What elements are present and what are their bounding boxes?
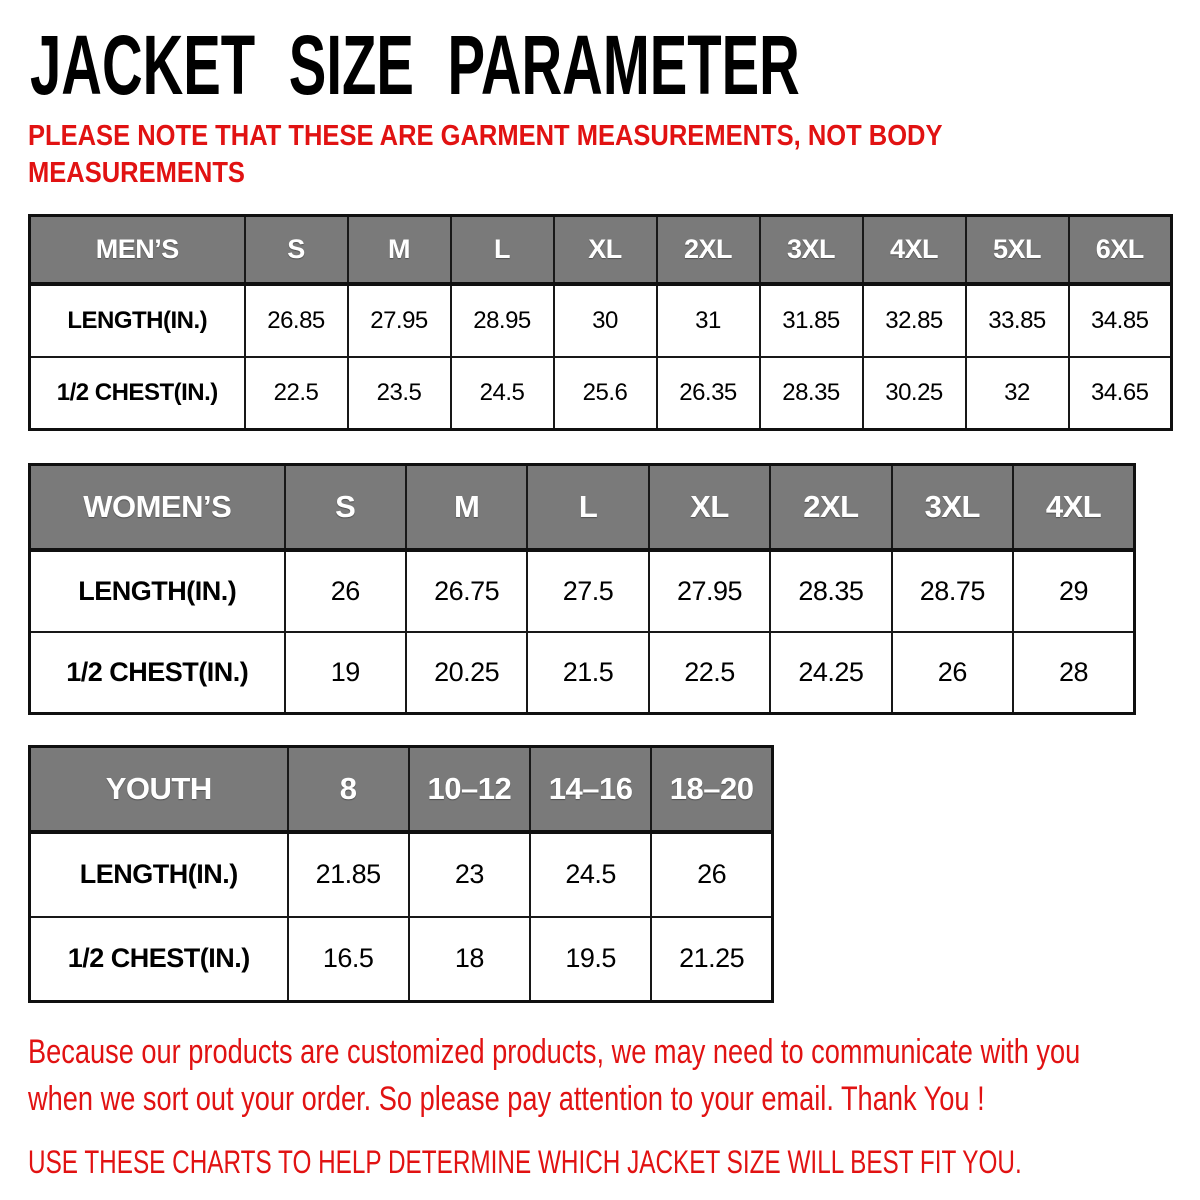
size-value-cell: 28 — [1013, 632, 1134, 714]
size-value-cell: 27.5 — [527, 550, 648, 632]
size-table-header — [30, 465, 1135, 550]
size-value-cell: 31 — [657, 284, 760, 357]
measurement-row — [30, 357, 1172, 430]
size-value-cell: 30.25 — [863, 357, 966, 430]
size-value-cell: 21.85 — [288, 832, 409, 917]
size-column-header: 4XL — [1013, 465, 1134, 550]
size-column-header: XL — [554, 216, 657, 284]
size-value-cell: 34.85 — [1069, 284, 1172, 357]
size-column-header: 8 — [288, 747, 409, 832]
size-table-header — [30, 747, 773, 832]
size-header-row — [30, 747, 773, 832]
size-value-cell: 28.95 — [451, 284, 554, 357]
row-label-cell: LENGTH(IN.) — [30, 832, 288, 917]
garment-note-line-1: PLEASE NOTE THAT THESE ARE GARMENT MEASUREMENTS, NOT BODY — [28, 120, 943, 152]
customization-notice — [28, 1029, 1175, 1123]
size-column-header: S — [285, 465, 406, 550]
size-value-cell: 27.95 — [348, 284, 451, 357]
size-table-body — [30, 550, 1135, 714]
size-value-cell: 33.85 — [966, 284, 1069, 357]
size-value-cell: 29 — [1013, 550, 1134, 632]
size-column-header: 4XL — [863, 216, 966, 284]
size-value-cell: 26 — [285, 550, 406, 632]
size-column-header: M — [406, 465, 527, 550]
size-value-cell: 26 — [892, 632, 1013, 714]
size-value-cell: 28.35 — [770, 550, 891, 632]
size-value-cell: 19 — [285, 632, 406, 714]
row-label-cell: 1/2 CHEST(IN.) — [30, 357, 245, 430]
size-value-cell: 26.85 — [245, 284, 348, 357]
size-value-cell: 26.75 — [406, 550, 527, 632]
youth-size-table — [28, 745, 774, 1003]
customization-notice-line-2: when we sort out your order. So please pay attention to your email. Thank You ! — [28, 1080, 985, 1118]
customization-notice-line-1: Because our products are customized products, we may need to communicate with you — [28, 1033, 1081, 1071]
size-column-header: 2XL — [770, 465, 891, 550]
page-title: JACKET SIZE PARAMETER — [30, 18, 800, 112]
size-value-cell: 23 — [409, 832, 530, 917]
garment-measurement-note — [28, 118, 1175, 192]
size-column-header: 6XL — [1069, 216, 1172, 284]
size-value-cell: 27.95 — [649, 550, 770, 632]
size-value-cell: 19.5 — [530, 917, 651, 1002]
size-value-cell: 30 — [554, 284, 657, 357]
size-column-header: 3XL — [892, 465, 1013, 550]
size-value-cell: 28.35 — [760, 357, 863, 430]
measurement-row — [30, 917, 773, 1002]
mens-size-table — [28, 214, 1173, 431]
size-column-header: S — [245, 216, 348, 284]
size-value-cell: 32 — [966, 357, 1069, 430]
size-column-header: 2XL — [657, 216, 760, 284]
measurement-row — [30, 832, 773, 917]
size-value-cell: 26.35 — [657, 357, 760, 430]
size-value-cell: 31.85 — [760, 284, 863, 357]
size-value-cell: 34.65 — [1069, 357, 1172, 430]
garment-note-line-2: MEASUREMENTS — [28, 157, 245, 189]
row-label-cell: LENGTH(IN.) — [30, 550, 285, 632]
size-column-header: XL — [649, 465, 770, 550]
size-value-cell: 20.25 — [406, 632, 527, 714]
size-value-cell: 18 — [409, 917, 530, 1002]
size-value-cell: 24.5 — [451, 357, 554, 430]
size-value-cell: 22.5 — [245, 357, 348, 430]
group-name-cell: YOUTH — [30, 747, 288, 832]
size-column-header: L — [527, 465, 648, 550]
measurement-row — [30, 284, 1172, 357]
size-column-header: 14–16 — [530, 747, 651, 832]
size-value-cell: 24.5 — [530, 832, 651, 917]
size-value-cell: 23.5 — [348, 357, 451, 430]
size-value-cell: 16.5 — [288, 917, 409, 1002]
measurement-row — [30, 550, 1135, 632]
size-value-cell: 28.75 — [892, 550, 1013, 632]
size-value-cell: 22.5 — [649, 632, 770, 714]
size-value-cell: 26 — [651, 832, 772, 917]
size-value-cell: 32.85 — [863, 284, 966, 357]
size-column-header: L — [451, 216, 554, 284]
size-column-header: 18–20 — [651, 747, 772, 832]
size-table-body — [30, 284, 1172, 430]
size-value-cell: 21.5 — [527, 632, 648, 714]
size-column-header: M — [348, 216, 451, 284]
size-table-header — [30, 216, 1172, 284]
size-column-header: 10–12 — [409, 747, 530, 832]
measurement-row — [30, 632, 1135, 714]
womens-size-table — [28, 463, 1136, 715]
size-column-header: 3XL — [760, 216, 863, 284]
size-column-header: 5XL — [966, 216, 1069, 284]
row-label-cell: LENGTH(IN.) — [30, 284, 245, 357]
fit-guidance-note: USE THESE CHARTS TO HELP DETERMINE WHICH JACKET SIZE WILL BEST FIT YOU. — [28, 1144, 1022, 1180]
size-table-body — [30, 832, 773, 1002]
row-label-cell: 1/2 CHEST(IN.) — [30, 632, 285, 714]
size-value-cell: 24.25 — [770, 632, 891, 714]
size-header-row — [30, 465, 1135, 550]
size-value-cell: 21.25 — [651, 917, 772, 1002]
group-name-cell: MEN’S — [30, 216, 245, 284]
row-label-cell: 1/2 CHEST(IN.) — [30, 917, 288, 1002]
size-value-cell: 25.6 — [554, 357, 657, 430]
group-name-cell: WOMEN’S — [30, 465, 285, 550]
size-header-row — [30, 216, 1172, 284]
